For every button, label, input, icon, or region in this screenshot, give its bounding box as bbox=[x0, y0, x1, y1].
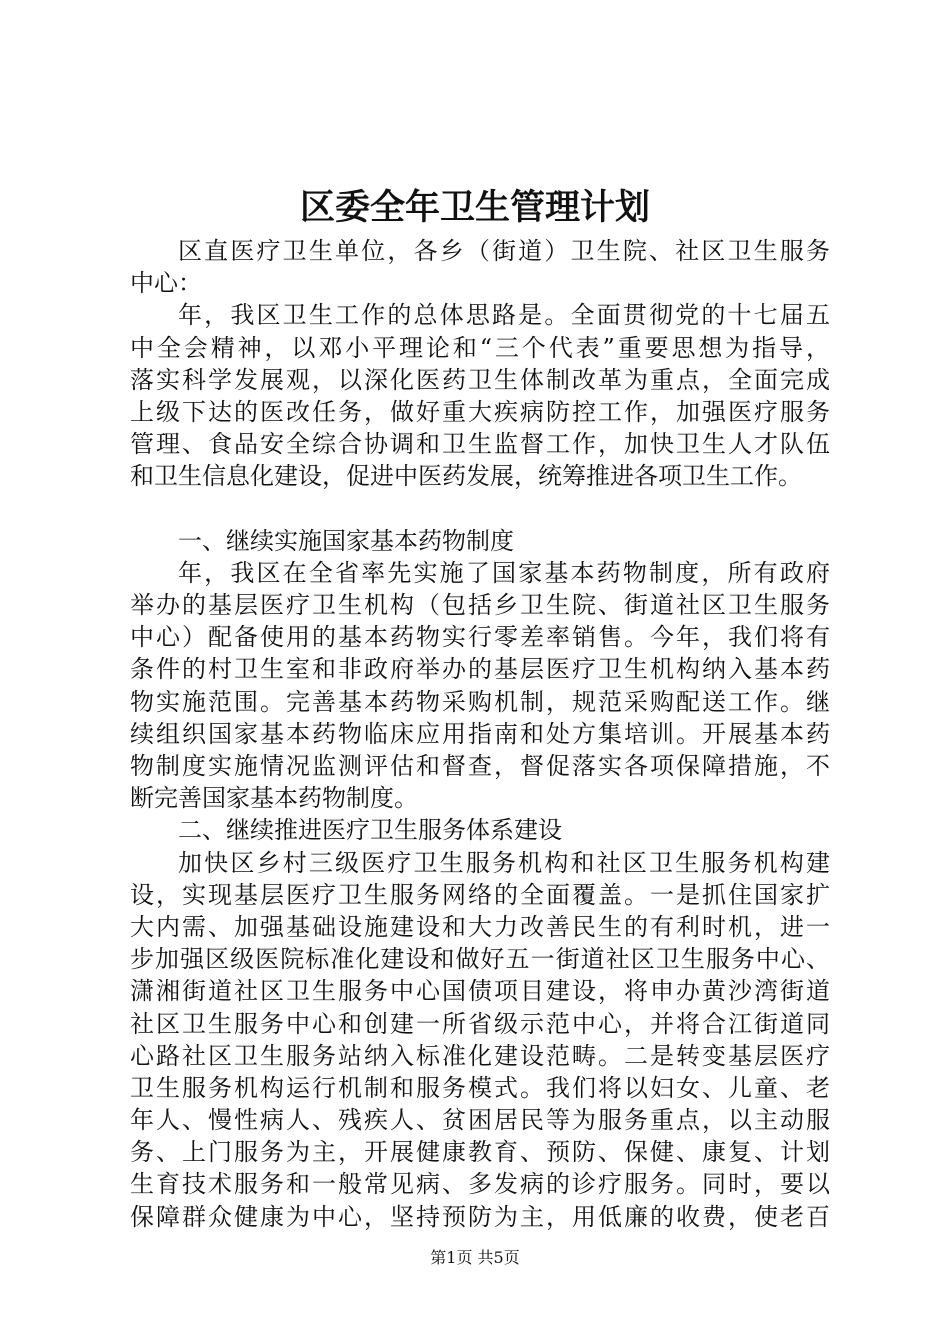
text-line: 卫生服务机构运行机制和服务模式。我们将以妇女、儿童、老 bbox=[130, 1073, 830, 1102]
text-line: 中心： bbox=[130, 269, 202, 298]
text-line: 条件的村卫生室和非政府举办的基层医疗卫生机构纳入基本药 bbox=[130, 655, 830, 684]
text-line: 务、上门服务为主，开展健康教育、预防、保健、康复、计划 bbox=[130, 1138, 830, 1167]
text-line: 区直医疗卫生单位，各乡（街道）卫生院、社区卫生服务 bbox=[178, 237, 830, 265]
text-line: 举办的基层医疗卫生机构（包括乡卫生院、街道社区卫生服务 bbox=[130, 591, 830, 620]
text-line: 社区卫生服务中心和创建一所省级示范中心，并将合江街道同 bbox=[130, 1009, 830, 1038]
text-line: 管理、食品安全综合协调和卫生监督工作，加快卫生人才队伍 bbox=[130, 430, 830, 459]
text-line: 中全会精神，以邓小平理论和“三个代表”重要思想为指导， bbox=[130, 333, 830, 362]
text-line: 和卫生信息化建设，促进中医药发展，统筹推进各项卫生工作。 bbox=[130, 462, 802, 491]
page-number: 第1页 共5页 bbox=[430, 1248, 520, 1267]
text-line: 心路社区卫生服务站纳入标准化建设范畴。二是转变基层医疗 bbox=[130, 1041, 830, 1070]
text-line: 续组织国家基本药物临床应用指南和处方集培训。开展基本药 bbox=[130, 719, 830, 748]
section-heading: 一、继续实施国家基本药物制度 bbox=[178, 526, 514, 555]
text-line: 大内需、加强基础设施建设和大力改善民生的有利时机，进一 bbox=[130, 912, 830, 941]
text-line: 上级下达的医改任务，做好重大疾病防控工作，加强医疗服务 bbox=[130, 397, 830, 426]
text-line: 生育技术服务和一般常见病、多发病的诊疗服务。同时，要以 bbox=[130, 1170, 830, 1199]
document-title: 区委全年卫生管理计划 bbox=[299, 187, 650, 228]
text-line: 断完善国家基本药物制度。 bbox=[130, 784, 418, 813]
section-heading: 二、继续推进医疗卫生服务体系建设 bbox=[178, 816, 562, 845]
text-line: 年人、慢性病人、残疾人、贫困居民等为服务重点，以主动服 bbox=[130, 1106, 830, 1135]
text-line: 步加强区级医院标准化建设和做好五一街道社区卫生服务中心、 bbox=[130, 945, 830, 974]
document-body bbox=[130, 235, 830, 1233]
text-line: 物实施范围。完善基本药物采购机制，规范采购配送工作。继 bbox=[130, 687, 830, 716]
blank-line bbox=[130, 493, 830, 525]
text-line: 保障群众健康为中心，坚持预防为主，用低廉的收费，使老百 bbox=[130, 1202, 830, 1231]
text-line: 潇湘街道社区卫生服务中心国债项目建设，将申办黄沙湾街道 bbox=[130, 977, 830, 1006]
text-line: 落实科学发展观，以深化医药卫生体制改革为重点，全面完成 bbox=[130, 365, 830, 394]
text-line: 设，实现基层医疗卫生服务网络的全面覆盖。一是抓住国家扩 bbox=[130, 880, 830, 909]
text-line: 年，我区卫生工作的总体思路是。全面贯彻党的十七届五 bbox=[178, 301, 830, 330]
text-line: 中心）配备使用的基本药物实行零差率销售。今年，我们将有 bbox=[130, 623, 830, 652]
text-line: 加快区乡村三级医疗卫生服务机构和社区卫生服务机构建 bbox=[178, 848, 830, 877]
text-line: 物制度实施情况监测评估和督查，督促落实各项保障措施，不 bbox=[130, 752, 830, 780]
text-line: 年，我区在全省率先实施了国家基本药物制度，所有政府 bbox=[178, 558, 830, 587]
